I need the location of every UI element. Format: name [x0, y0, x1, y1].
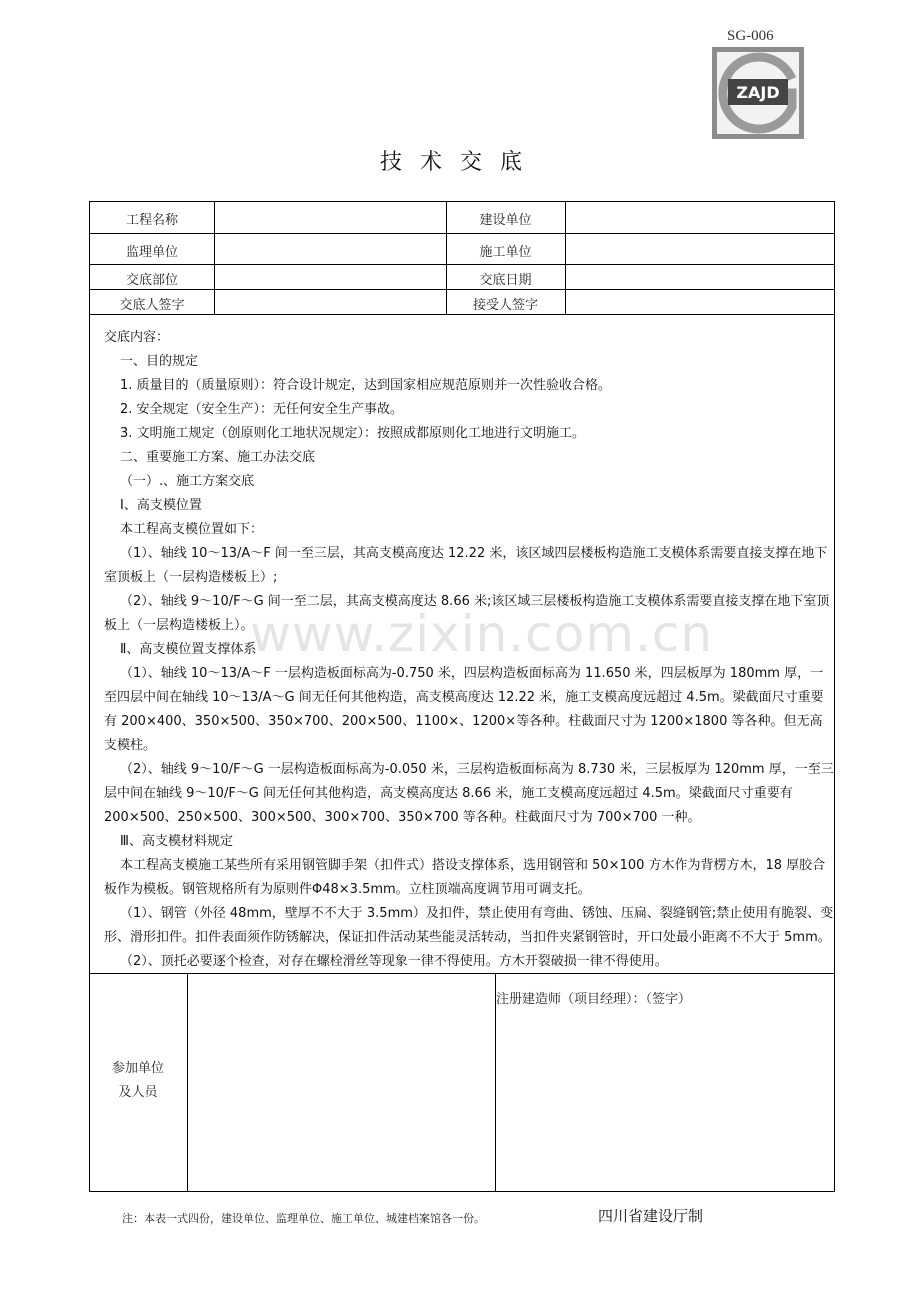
watermark: www.zixin.com.cn: [250, 605, 714, 663]
label-construction-owner: 建设单位: [479, 213, 532, 228]
participants-line-1: 参加单位: [111, 1061, 164, 1076]
logo-text: ZAJD: [736, 83, 780, 102]
label-project-name: 工程名称: [125, 213, 178, 228]
content-line: Ⅰ、高支模位置: [120, 498, 202, 513]
content-line: Ⅱ、高支模位置支撑体系: [120, 642, 257, 657]
content-line: 3. 文明施工规定（创原则化工地状况规定）：按照成都原则化工地进行文明施工。: [120, 426, 586, 441]
briefing-content: [104, 326, 834, 974]
form-frame: [89, 201, 835, 1192]
content-line: （2）、轴线 9～10/F～G 一层构造板面标高为-0.050 米，三层构造板面标高为 8.730 米，三层板厚为 120mm 厚，一至三层中间在轴线 9～10/F～G 间无任何其他构造，高支模高度达 8.66 米，施工支模高度远超过 4.5m。梁截面尺寸重要有 200×500、250×500、300×500、300×700、350×700 等各种。柱截面尺寸为 700×700 一种。: [104, 762, 834, 825]
content-line: （2）、顶托必要逐个检查，对存在螺栓滑丝等现象一律不得使用。方木开裂破损一律不得使用。: [120, 954, 668, 969]
content-line: 2. 安全规定（安全生产）：无任何安全生产事故。: [120, 402, 404, 417]
label-briefing-location: 交底部位: [125, 273, 178, 288]
label-contractor: 施工单位: [479, 245, 532, 260]
zajd-logo: [712, 47, 804, 139]
content-line: （1）、轴线 10～13/A～F 一层构造板面标高为-0.750 米，四层构造板面标高为 11.650 米，四层板厚为 180mm 厚，一至四层中间在轴线 10～13/A～G 间无任何其他构造，高支模高度达 12.22 米，施工支模高度远超过 4.5m。梁截面尺寸重要有 200×400、350×500、350×700、200×500、1100×、1200×等各种。柱截面尺寸为 1200×1800 等各种。但无高支模柱。: [104, 666, 824, 753]
participants-line-2: 及人员: [118, 1085, 158, 1100]
content-line: （1）、轴线 10～13/A～F 间一至三层，其高支模高度达 12.22 米，该区域四层楼板构造施工支模体系需要直接支撑在地下室顶板上（一层构造楼板上）;: [104, 546, 828, 585]
content-line: 二、重要施工方案、施工办法交底: [120, 450, 316, 465]
content-heading: 交底内容：: [104, 330, 170, 345]
label-briefer-signature: 交底人签字: [119, 298, 185, 313]
form-code: SG-006: [727, 28, 774, 42]
content-line: （一）.、施工方案交底: [120, 474, 255, 489]
content-line: 1. 质量目的（质量原则）：符合设计规定，达到国家相应规范原则并一次性验收合格。: [120, 378, 612, 393]
content-line: （1）、钢管（外径 48mm，壁厚不不大于 3.5mm）及扣件，禁止使用有弯曲、锈蚀、压扁、裂缝钢管;禁止使用有脆裂、变形、滑形扣件。扣件表面须作防锈解决，保证扣件活动某些能灵活转动，当扣件夹紧钢管时，开口处最小距离不不大于 5mm。: [104, 906, 834, 945]
label-briefing-date: 交底日期: [479, 273, 532, 288]
content-lines: [104, 350, 834, 974]
engineer-signature-label: 注册建造师（项目经理）：（签字）: [496, 992, 692, 1007]
content-line: 本工程高支模位置如下：: [120, 522, 264, 537]
content-line: 一、目的规定: [120, 354, 199, 369]
participants-label: [89, 1057, 187, 1105]
page-title: 技术交底: [379, 150, 540, 175]
footnote: 注：本表一式四份，建设单位、监理单位、施工单位、城建档案馆各一份。: [122, 1212, 485, 1225]
issuer: 四川省建设厅制: [598, 1207, 704, 1225]
content-line: （2）、轴线 9～10/F～G 间一至二层，其高支模高度达 8.66 米;该区域三层楼板构造施工支模体系需要直接支撑在地下室顶板上（一层构造楼板上）。: [104, 594, 830, 633]
content-line: Ⅲ、高支模材料规定: [120, 834, 233, 849]
label-supervisor: 监理单位: [125, 245, 178, 260]
content-line: 本工程高支模施工某些所有采用钢管脚手架（扣件式）搭设支撑体系，选用钢管和 50×100 方木作为背楞方木，18 厚胶合板作为模板。钢管规格所有为原则件Φ48×3.5mm。立柱顶端高度调节用可调支托。: [104, 858, 826, 897]
label-receiver-signature: 接受人签字: [472, 298, 538, 313]
